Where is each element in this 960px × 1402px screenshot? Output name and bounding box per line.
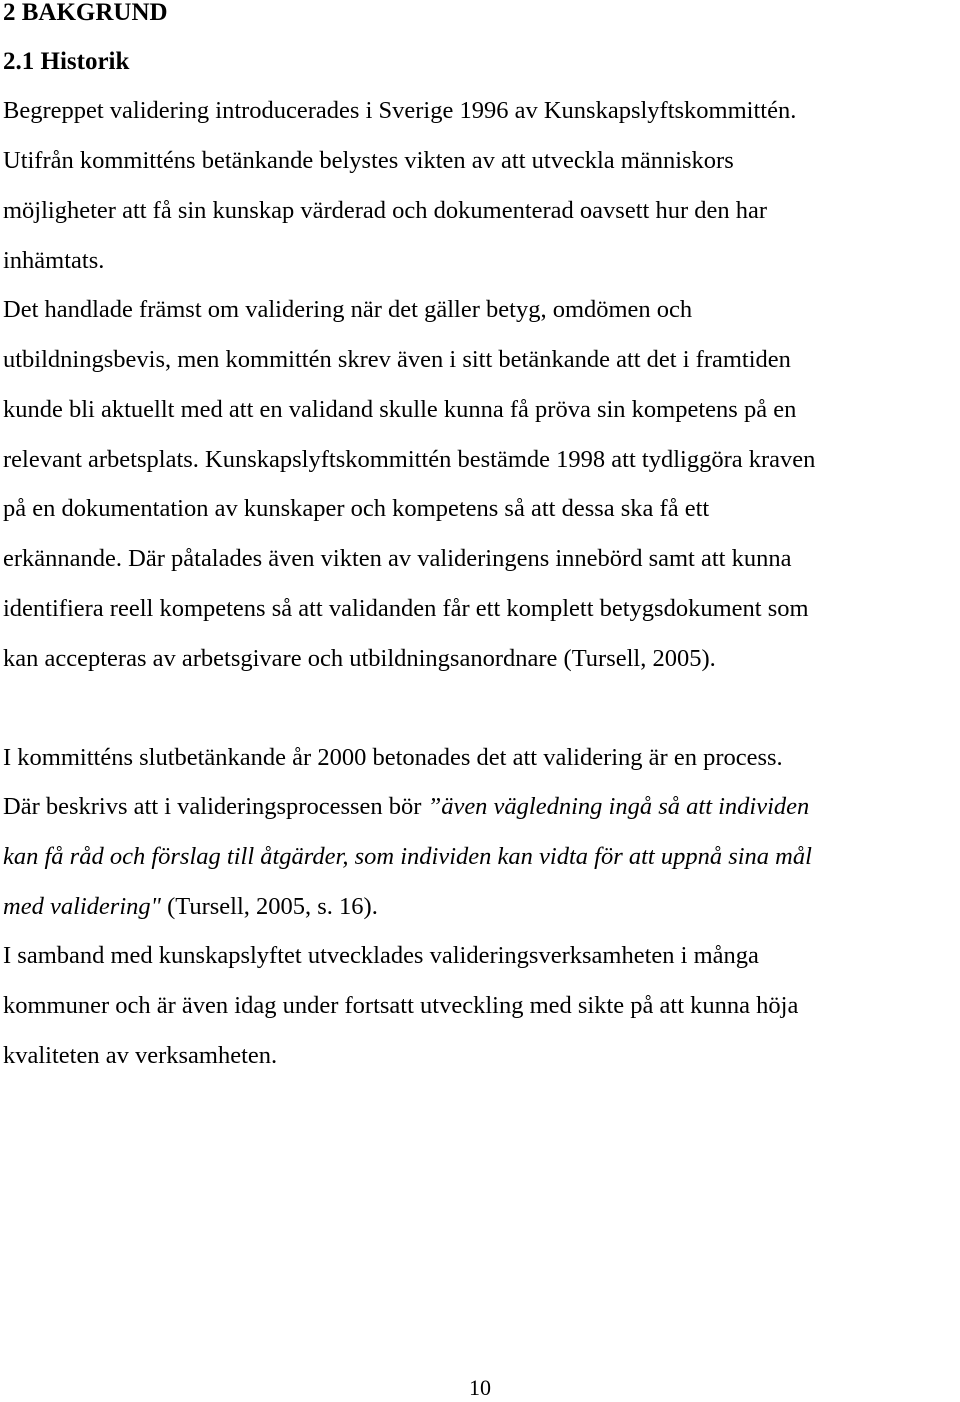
paragraph-2-line-5: på en dokumentation av kunskaper och kompetens så att dessa ska få ett (3, 495, 710, 522)
page-number: 10 (469, 1375, 491, 1400)
paragraph-2-line-8: kan accepteras av arbetsgivare och utbildningsanordnare (Tursell, 2005). (3, 645, 716, 672)
paragraph-1-line-4: inhämtats. (3, 247, 105, 274)
paragraph-4-line-2: kommuner och är även idag under fortsatt utveckling med sikte på att kunna höja (3, 992, 799, 1019)
paragraph-1-line-2: Utifrån kommitténs betänkande belystes vikten av att utveckla människors (3, 147, 734, 174)
paragraph-2-line-3: kunde bli aktuellt med att en validand skulle kunna få pröva sin kompetens på en (3, 396, 797, 423)
paragraph-2-line-2: utbildningsbevis, men kommittén skrev även i sitt betänkande att det i framtiden (3, 346, 791, 373)
paragraph-2-line-4: relevant arbetsplats. Kunskapslyftskommittén bestämde 1998 att tydliggöra kraven (3, 446, 816, 473)
subsection-heading: 2.1 Historik (3, 48, 130, 75)
paragraph-4-line-1: I samband med kunskapslyftet utvecklades valideringsverksamheten i många (3, 942, 759, 969)
paragraph-1-line-1: Begreppet validering introducerades i Sverige 1996 av Kunskapslyftskommittén. (3, 97, 797, 124)
paragraph-3-line-2-text: Där beskrivs att i valideringsprocessen bör (3, 793, 428, 820)
quote-end: med validering" (3, 893, 161, 920)
quote-line: kan få råd och förslag till åtgärder, som individen kan vidta för att uppnå sina mål (3, 843, 812, 870)
paragraph-4-line-3: kvaliteten av verksamheten. (3, 1042, 278, 1069)
paragraph-3-line-1: I kommitténs slutbetänkande år 2000 betonades det att validering är en process. (3, 744, 783, 771)
paragraph-1-line-3: möjligheter att få sin kunskap värderad och dokumenterad oavsett hur den har (3, 197, 768, 224)
paragraph-3-line-2 (3, 792, 809, 822)
paragraph-2-line-6: erkännande. Där påtalades även vikten av valideringens innebörd samt att kunna (3, 545, 792, 572)
paragraph-2-line-1: Det handlade främst om validering när det gäller betyg, omdömen och (3, 296, 693, 323)
paragraph-3-line-4 (3, 892, 378, 922)
citation: (Tursell, 2005, s. 16). (160, 893, 378, 920)
quote-start: ”även vägledning ingå så att individen (427, 793, 810, 820)
chapter-heading: 2 BAKGRUND (3, 0, 168, 26)
paragraph-2-line-7: identifiera reell kompetens så att validanden får ett komplett betygsdokument som (3, 595, 809, 622)
